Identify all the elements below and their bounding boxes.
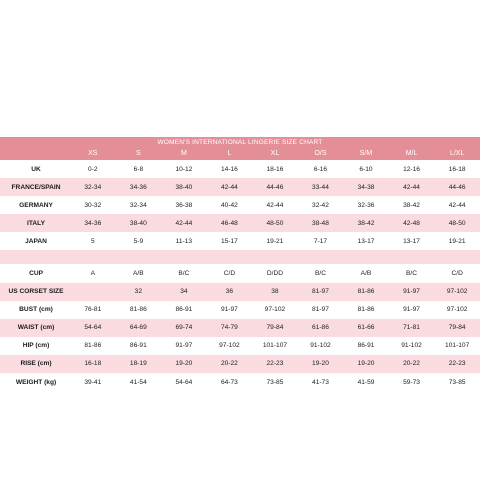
table-cell: 61-66	[343, 319, 389, 337]
table-cell: 39-41	[84, 378, 102, 386]
table-cell: 86-91	[175, 306, 193, 314]
table-row	[0, 232, 480, 250]
table-cell: 97-102	[264, 306, 286, 314]
table-cell: 15-17	[220, 237, 238, 245]
table-cell: 81-97	[312, 306, 329, 314]
table-cell: 81-86	[357, 306, 375, 314]
table-cell: 73-85	[448, 378, 466, 386]
table-row	[0, 160, 480, 178]
table-cell	[161, 250, 207, 264]
table-cell: 64-69	[116, 319, 162, 337]
size-header: L/XL	[434, 147, 480, 160]
size-header: S	[116, 147, 162, 160]
table-cell: 14-16	[220, 165, 238, 173]
table-cell	[70, 250, 116, 264]
table-cell: 97-102	[434, 283, 480, 301]
table-cell	[116, 250, 162, 264]
table-cell: 19-20	[298, 355, 344, 373]
table-cell	[343, 250, 389, 264]
table-cell	[252, 250, 298, 264]
table-cell: 81-86	[84, 342, 102, 350]
table-cell: 59-73	[403, 378, 420, 386]
table-cell: 19-21	[448, 237, 466, 245]
chart-title: WOMEN'S INTERNATIONAL LINGERIE SIZE CHART	[0, 137, 480, 147]
table-cell: 79-84	[434, 319, 480, 337]
table-cell: 13-17	[403, 237, 420, 245]
size-header: L	[207, 147, 253, 160]
table-cell: 34-38	[343, 178, 389, 196]
table-cell: 0-2	[88, 165, 98, 173]
table-cell: 34-36	[70, 214, 116, 232]
size-chart-body	[0, 160, 480, 391]
table-cell: 42-48	[389, 214, 435, 232]
table-cell: 36	[207, 283, 253, 301]
table-cell: 40-42	[220, 201, 238, 209]
table-cell: A	[90, 270, 96, 278]
table-cell	[389, 250, 435, 264]
table-cell: 54-64	[70, 319, 116, 337]
size-header: O/S	[298, 147, 344, 160]
size-header: M	[161, 147, 207, 160]
table-row	[0, 196, 480, 214]
table-cell: 74-79	[207, 319, 253, 337]
table-cell: 32	[116, 283, 162, 301]
table-cell: B/C	[314, 270, 326, 278]
table-cell: 76-81	[84, 306, 102, 314]
table-cell: 91-97	[175, 342, 193, 350]
table-cell: 42-44	[448, 201, 466, 209]
table-cell: 20-22	[207, 355, 253, 373]
table-cell: 18-16	[266, 165, 284, 173]
table-cell: 13-17	[357, 237, 375, 245]
table-cell: A/B	[133, 270, 144, 278]
table-cell: 81-97	[298, 283, 344, 301]
table-cell: 71-81	[389, 319, 435, 337]
table-cell: 42-44	[207, 178, 253, 196]
table-cell: 64-73	[220, 378, 238, 386]
table-cell: 97-102	[446, 306, 468, 314]
table-cell: 91-97	[403, 306, 420, 314]
row-label: FRANCE/SPAIN	[0, 178, 70, 196]
table-cell: 42-44	[161, 214, 207, 232]
size-header: S/M	[343, 147, 389, 160]
table-row	[0, 301, 480, 319]
size-header: XL	[252, 147, 298, 160]
table-row	[0, 319, 480, 337]
table-cell: 79-84	[252, 319, 298, 337]
size-chart-table	[0, 137, 480, 391]
table-cell: 5	[90, 237, 95, 245]
table-cell: 97-102	[219, 342, 240, 350]
table-cell: 46-48	[207, 214, 253, 232]
table-cell	[70, 283, 116, 301]
size-header-row	[0, 147, 480, 160]
table-cell: 101-107	[445, 342, 470, 350]
table-cell: 19-20	[161, 355, 207, 373]
table-cell: 69-74	[161, 319, 207, 337]
table-row	[0, 355, 480, 373]
row-label: US CORSET SIZE	[0, 283, 70, 301]
row-label: WAIST (cm)	[0, 319, 70, 337]
table-cell: 101-107	[262, 342, 288, 350]
table-cell: 6-8	[133, 165, 144, 173]
table-row	[0, 373, 480, 391]
table-cell: B/C	[178, 270, 190, 278]
table-cell: 20-22	[389, 355, 435, 373]
spacer-row	[0, 250, 480, 264]
table-cell: 73-85	[266, 378, 284, 386]
table-cell: 16-18	[448, 165, 466, 173]
row-label: JAPAN	[25, 237, 47, 245]
row-label: CUP	[29, 270, 43, 278]
table-row	[0, 178, 480, 196]
table-cell: 41-59	[357, 378, 375, 386]
table-cell: 41-73	[312, 378, 329, 386]
row-label: GERMANY	[19, 201, 53, 209]
table-cell: 19-21	[266, 237, 284, 245]
table-row	[0, 264, 480, 282]
table-row	[0, 214, 480, 232]
table-cell: B/C	[406, 270, 418, 278]
table-cell: 22-23	[252, 355, 298, 373]
table-cell: 86-91	[357, 342, 375, 350]
size-header-blank	[0, 147, 70, 160]
table-cell: 32-36	[357, 201, 375, 209]
row-label: RISE (cm)	[0, 355, 70, 373]
size-header: M/L	[389, 147, 435, 160]
row-label	[0, 250, 70, 264]
table-cell: 10-12	[175, 165, 193, 173]
table-cell: 32-34	[129, 201, 147, 209]
table-cell: 36-38	[175, 201, 193, 209]
row-label: ITALY	[0, 214, 70, 232]
table-cell	[207, 250, 253, 264]
table-cell: 19-20	[343, 355, 389, 373]
table-cell: 33-44	[298, 178, 344, 196]
table-cell: A/B	[360, 270, 372, 278]
table-cell: 54-64	[175, 378, 193, 386]
table-cell: D/DD	[266, 270, 283, 278]
table-cell: 6-16	[313, 165, 328, 173]
table-cell: 18-19	[116, 355, 162, 373]
table-cell	[298, 250, 344, 264]
table-cell: 16-18	[70, 355, 116, 373]
table-cell: 38-42	[343, 214, 389, 232]
table-cell: 12-16	[403, 165, 420, 173]
table-cell: 34	[161, 283, 207, 301]
table-cell: 91-97	[389, 283, 435, 301]
table-cell: 38-40	[161, 178, 207, 196]
table-cell	[434, 250, 480, 264]
table-cell: 32-34	[70, 178, 116, 196]
table-cell: 48-50	[252, 214, 298, 232]
table-cell: 42-44	[266, 201, 284, 209]
table-cell: 41-54	[129, 378, 147, 386]
table-cell: 38-40	[116, 214, 162, 232]
table-cell: 32-42	[312, 201, 329, 209]
row-label: HIP (cm)	[22, 342, 50, 350]
size-header: XS	[70, 147, 116, 160]
table-cell: 81-86	[129, 306, 147, 314]
table-cell: 48-50	[434, 214, 480, 232]
table-row	[0, 283, 480, 301]
row-label: UK	[31, 165, 41, 173]
table-cell: 38-48	[298, 214, 344, 232]
table-cell: 38-42	[403, 201, 420, 209]
table-cell: 44-46	[252, 178, 298, 196]
table-cell: 91-102	[310, 342, 331, 350]
table-cell: 11-13	[175, 237, 193, 245]
table-cell: 86-91	[129, 342, 147, 350]
title-row	[0, 137, 480, 147]
table-row	[0, 337, 480, 355]
row-label: BUST (cm)	[19, 306, 53, 314]
size-chart	[0, 137, 480, 391]
table-cell: 22-23	[434, 355, 480, 373]
table-cell: 30-32	[84, 201, 102, 209]
table-cell: 5-9	[133, 237, 144, 245]
table-cell: 38	[252, 283, 298, 301]
table-cell: 34-36	[116, 178, 162, 196]
table-cell: C/D	[451, 270, 463, 278]
table-cell: 81-86	[343, 283, 389, 301]
table-cell: C/D	[223, 270, 236, 278]
table-cell: 7-17	[313, 237, 328, 245]
table-cell: 91-97	[220, 306, 238, 314]
table-cell: 42-44	[389, 178, 435, 196]
row-label: WEIGHT (kg)	[15, 378, 57, 386]
table-cell: 61-86	[298, 319, 344, 337]
table-cell: 6-10	[359, 165, 373, 173]
table-cell: 91-102	[401, 342, 422, 350]
table-cell: 44-46	[434, 178, 480, 196]
